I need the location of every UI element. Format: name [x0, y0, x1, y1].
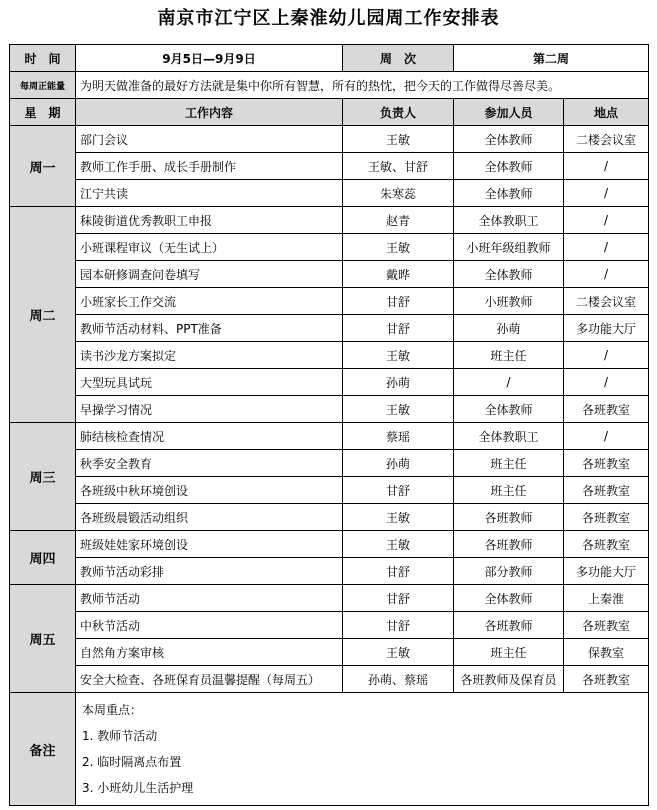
task-owner: 王敏、甘舒 — [343, 153, 454, 180]
task-participants: 全体教师 — [454, 585, 564, 612]
task-participants: 全体教师 — [454, 126, 564, 153]
notes-content — [76, 693, 649, 806]
task-location: 各班教室 — [564, 396, 649, 423]
col-participants: 参加人员 — [454, 99, 564, 126]
task-participants: 班主任 — [454, 342, 564, 369]
table-row — [10, 261, 649, 288]
task-participants: 班主任 — [454, 450, 564, 477]
motto-label: 每周正能量 — [10, 72, 76, 99]
task-content: 江宁共读 — [76, 180, 343, 207]
task-participants: 全体教职工 — [454, 423, 564, 450]
task-content: 早操学习情况 — [76, 396, 343, 423]
task-owner: 赵青 — [343, 207, 454, 234]
task-content: 教师节活动彩排 — [76, 558, 343, 585]
task-owner: 王敏 — [343, 342, 454, 369]
task-content: 小班家长工作交流 — [76, 288, 343, 315]
notes-item: 1. 教师节活动 — [82, 729, 158, 743]
task-owner: 甘舒 — [343, 477, 454, 504]
task-content: 小班课程审议（无生试上） — [76, 234, 343, 261]
col-day: 星 期 — [10, 99, 76, 126]
task-location: / — [564, 234, 649, 261]
motto-row — [10, 72, 649, 99]
task-location: 各班教室 — [564, 504, 649, 531]
task-content: 自然角方案审核 — [76, 639, 343, 666]
page-title: 南京市江宁区上秦淮幼儿园周工作安排表 — [157, 8, 500, 29]
task-participants: / — [454, 369, 564, 396]
table-row — [10, 288, 649, 315]
day-label: 周三 — [10, 423, 76, 531]
task-participants: 部分教师 — [454, 558, 564, 585]
task-location: 各班教室 — [564, 477, 649, 504]
task-owner: 孙萌 — [343, 450, 454, 477]
table-row — [10, 477, 649, 504]
table-row — [10, 531, 649, 558]
table-row — [10, 342, 649, 369]
day-label: 周五 — [10, 585, 76, 693]
table-row — [10, 153, 649, 180]
task-owner: 孙萌、蔡瑶 — [343, 666, 454, 693]
task-participants: 小班年级组教师 — [454, 234, 564, 261]
notes-heading: 本周重点： — [82, 703, 143, 717]
table-row — [10, 207, 649, 234]
task-participants: 全体教师 — [454, 180, 564, 207]
week-label: 周 次 — [343, 45, 454, 72]
task-owner: 朱寒蕊 — [343, 180, 454, 207]
task-participants: 各班教师 — [454, 612, 564, 639]
col-owner: 负责人 — [343, 99, 454, 126]
task-content: 教师节活动材料、PPT准备 — [76, 315, 343, 342]
task-location: 保教室 — [564, 639, 649, 666]
task-owner: 戴晔 — [343, 261, 454, 288]
task-content: 教师工作手册、成长手册制作 — [76, 153, 343, 180]
task-content: 班级娃娃家环境创设 — [76, 531, 343, 558]
table-row — [10, 126, 649, 153]
task-location: / — [564, 180, 649, 207]
schedule-table — [9, 44, 649, 806]
table-row — [10, 558, 649, 585]
col-location: 地点 — [564, 99, 649, 126]
task-location: / — [564, 369, 649, 396]
task-content: 读书沙龙方案拟定 — [76, 342, 343, 369]
task-content: 肺结核检查情况 — [76, 423, 343, 450]
task-participants: 班主任 — [454, 477, 564, 504]
column-header-row — [10, 99, 649, 126]
task-owner: 甘舒 — [343, 612, 454, 639]
notes-label: 备注 — [10, 693, 76, 806]
date-range: 9月5日—9月9日 — [76, 45, 343, 72]
week-value: 第二周 — [454, 45, 649, 72]
task-owner: 王敏 — [343, 234, 454, 261]
notes-item: 2. 临时隔离点布置 — [82, 755, 182, 769]
table-row — [10, 180, 649, 207]
task-owner: 王敏 — [343, 126, 454, 153]
table-row — [10, 234, 649, 261]
task-content: 教师节活动 — [76, 585, 343, 612]
table-row — [10, 423, 649, 450]
task-location: 多功能大厅 — [564, 315, 649, 342]
task-owner: 甘舒 — [343, 315, 454, 342]
task-location: / — [564, 207, 649, 234]
task-content: 安全大检查、各班保育员温馨提醒（每周五） — [76, 666, 343, 693]
task-location: / — [564, 261, 649, 288]
task-location: 上秦淮 — [564, 585, 649, 612]
day-label: 周一 — [10, 126, 76, 207]
task-participants: 班主任 — [454, 639, 564, 666]
task-location: / — [564, 153, 649, 180]
task-location: 多功能大厅 — [564, 558, 649, 585]
table-row — [10, 450, 649, 477]
task-content: 各班级中秋环境创设 — [76, 477, 343, 504]
task-participants: 全体教师 — [454, 396, 564, 423]
task-location: 二楼会议室 — [564, 126, 649, 153]
task-content: 中秋节活动 — [76, 612, 343, 639]
task-owner: 王敏 — [343, 396, 454, 423]
table-row — [10, 504, 649, 531]
notes-row — [10, 693, 649, 806]
table-row — [10, 315, 649, 342]
task-participants: 孙萌 — [454, 315, 564, 342]
time-label: 时 间 — [10, 45, 76, 72]
task-participants: 各班教师及保育员 — [454, 666, 564, 693]
task-content: 部门会议 — [76, 126, 343, 153]
task-content: 秣陵街道优秀教职工申报 — [76, 207, 343, 234]
table-row — [10, 396, 649, 423]
task-location: 各班教室 — [564, 450, 649, 477]
table-row — [10, 639, 649, 666]
task-content: 秋季安全教育 — [76, 450, 343, 477]
col-content: 工作内容 — [76, 99, 343, 126]
task-location: 各班教室 — [564, 612, 649, 639]
task-owner: 甘舒 — [343, 288, 454, 315]
task-location: / — [564, 342, 649, 369]
day-label: 周四 — [10, 531, 76, 585]
task-owner: 甘舒 — [343, 558, 454, 585]
task-location: 各班教室 — [564, 666, 649, 693]
task-owner: 甘舒 — [343, 585, 454, 612]
day-label: 周二 — [10, 207, 76, 423]
task-participants: 全体教职工 — [454, 207, 564, 234]
table-row — [10, 612, 649, 639]
task-owner: 王敏 — [343, 531, 454, 558]
task-owner: 蔡瑶 — [343, 423, 454, 450]
task-content: 大型玩具试玩 — [76, 369, 343, 396]
table-row — [10, 369, 649, 396]
task-participants: 各班教师 — [454, 504, 564, 531]
task-participants: 各班教师 — [454, 531, 564, 558]
task-location: 二楼会议室 — [564, 288, 649, 315]
task-content: 园本研修调查问卷填写 — [76, 261, 343, 288]
table-row — [10, 666, 649, 693]
task-owner: 王敏 — [343, 639, 454, 666]
task-owner: 孙萌 — [343, 369, 454, 396]
task-participants: 小班教师 — [454, 288, 564, 315]
task-participants: 全体教师 — [454, 261, 564, 288]
header-row — [10, 45, 649, 72]
task-location: / — [564, 423, 649, 450]
task-content: 各班级晨锻活动组织 — [76, 504, 343, 531]
task-participants: 全体教师 — [454, 153, 564, 180]
table-row — [10, 585, 649, 612]
task-location: 各班教室 — [564, 531, 649, 558]
task-owner: 王敏 — [343, 504, 454, 531]
notes-item: 3. 小班幼儿生活护理 — [82, 781, 194, 795]
motto-text: 为明天做准备的最好方法就是集中你所有智慧，所有的热忱，把今天的工作做得尽善尽美。 — [76, 72, 649, 99]
